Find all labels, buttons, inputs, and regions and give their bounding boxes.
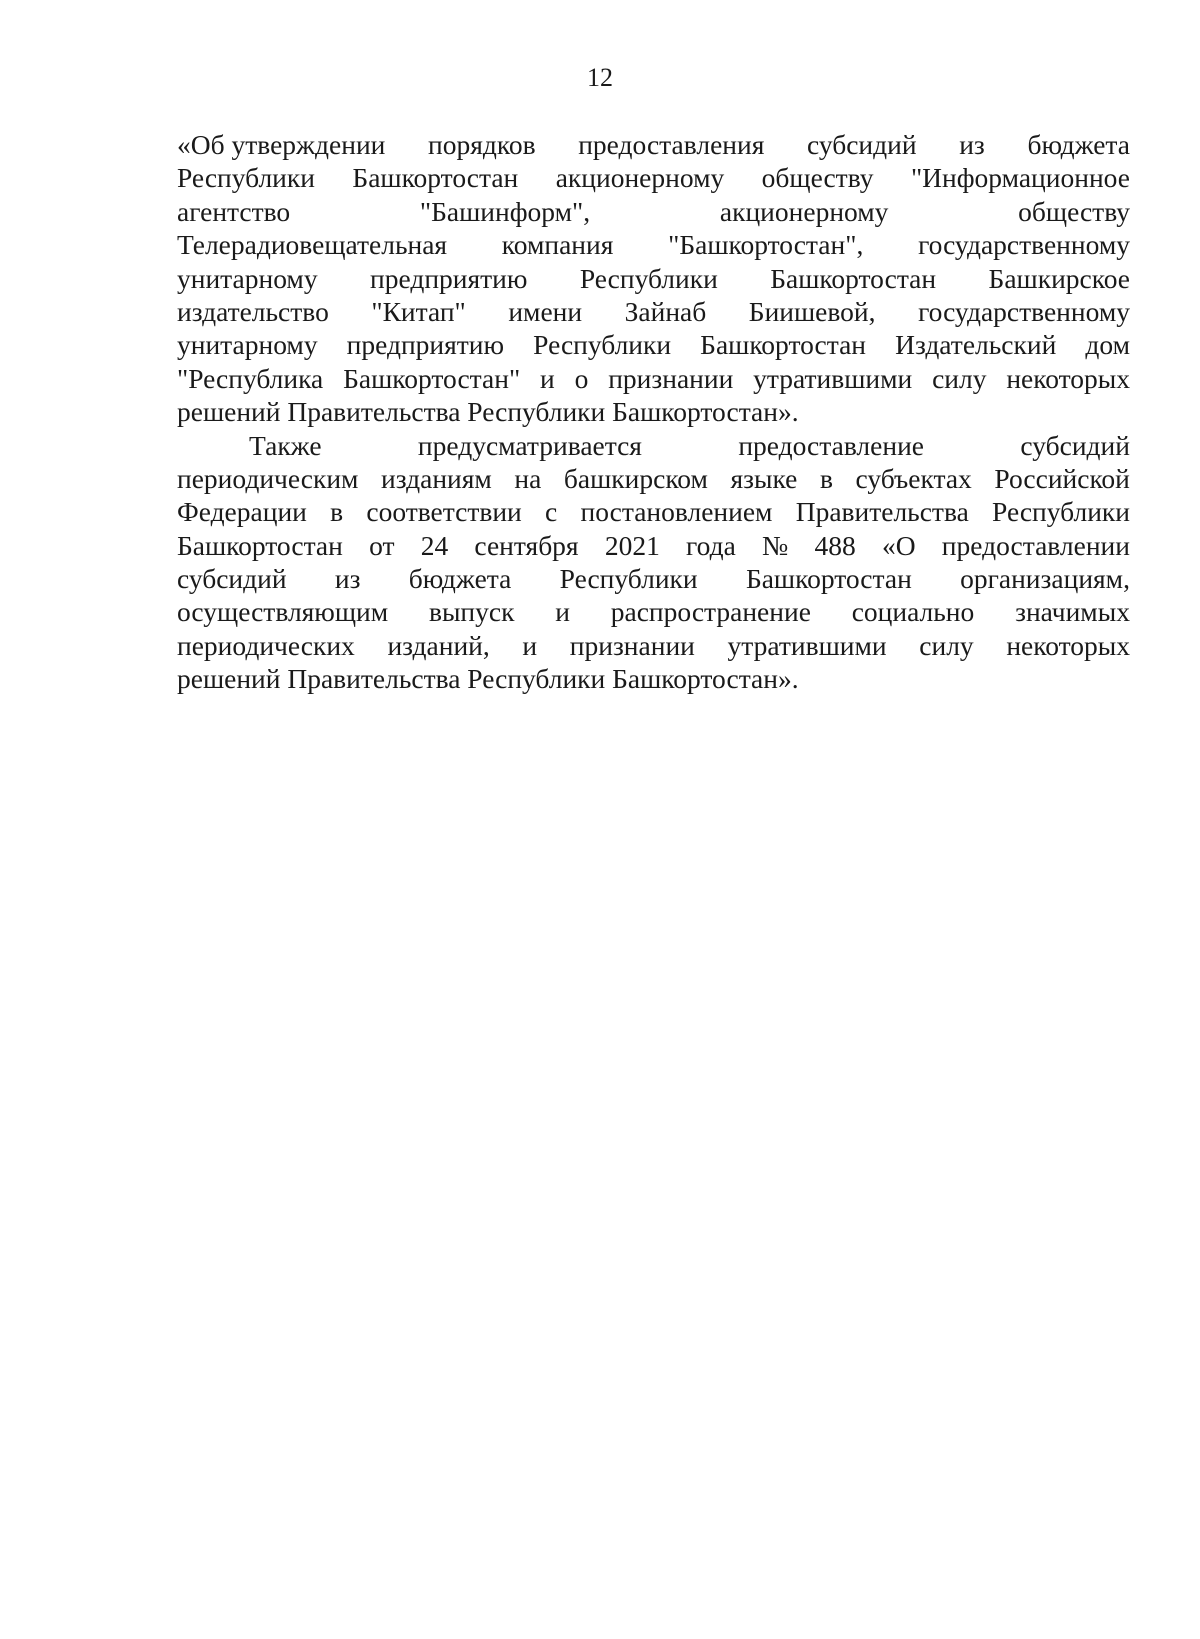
- word: Биишевой,: [748, 295, 876, 327]
- word: унитарному: [177, 262, 318, 294]
- word: субсидий: [1020, 429, 1130, 461]
- word: некоторых: [1006, 362, 1130, 394]
- word: Издательский: [895, 329, 1057, 361]
- word: субсидий: [177, 563, 287, 595]
- word: предоставлении: [941, 529, 1130, 561]
- text-line: [177, 362, 1130, 395]
- text-line: [177, 161, 1130, 194]
- word: периодическим: [177, 462, 359, 494]
- word: признании: [569, 629, 695, 661]
- text-line: [177, 462, 1130, 495]
- word: имени: [508, 295, 583, 327]
- word: Республики: [992, 496, 1130, 528]
- word: «Об утверждении: [177, 129, 386, 160]
- word: 2021: [604, 529, 660, 561]
- word: государственному: [918, 229, 1130, 261]
- text-line: [177, 128, 1130, 161]
- text-line: решений Правительства Республики Башкортостан».: [177, 396, 799, 428]
- word: и: [555, 596, 570, 628]
- word: признании: [608, 362, 734, 394]
- text-line: [177, 562, 1130, 595]
- word: "Китап": [371, 295, 466, 327]
- word: Зайнаб: [624, 295, 707, 327]
- word: о: [574, 362, 589, 394]
- word: постановлением: [580, 496, 773, 528]
- word: Башкортостан: [770, 262, 937, 294]
- word: бюджета: [1027, 129, 1130, 160]
- word: языке: [730, 462, 798, 494]
- word: обществу: [761, 162, 874, 194]
- word: предоставление: [738, 429, 925, 461]
- word: обществу: [1018, 195, 1130, 227]
- word: Республики: [177, 162, 315, 194]
- word: осуществляющим: [177, 596, 389, 628]
- word: государственному: [918, 295, 1130, 327]
- word: издательство: [177, 295, 329, 327]
- word: 24: [420, 529, 449, 561]
- word: «О: [881, 529, 916, 561]
- text-line: [177, 262, 1130, 295]
- word: и: [522, 629, 538, 661]
- word: предприятию: [370, 262, 528, 294]
- text-line: [177, 328, 1130, 361]
- word: агентство: [177, 195, 291, 227]
- word: из: [959, 129, 985, 160]
- text-line: [177, 495, 1130, 528]
- word: предоставления: [578, 129, 765, 160]
- word: Башкортостан": [343, 362, 521, 394]
- page-number: 12: [587, 63, 613, 92]
- word: распространение: [610, 596, 811, 628]
- word: года: [686, 529, 736, 561]
- word: Также: [249, 429, 322, 461]
- word: некоторых: [1006, 629, 1130, 661]
- text-line: [177, 595, 1130, 628]
- word: изданиям: [381, 462, 492, 494]
- word: Республики: [559, 563, 698, 595]
- word: в: [819, 462, 833, 494]
- word: силу: [932, 362, 987, 394]
- word: на: [514, 462, 542, 494]
- word: субсидий: [807, 129, 917, 160]
- word: из: [334, 563, 361, 595]
- text-line: [177, 228, 1130, 261]
- word: выпуск: [428, 596, 515, 628]
- text-line: решений Правительства Республики Башкортостан».: [177, 663, 799, 695]
- word: "Башинформ",: [419, 195, 591, 227]
- paragraph-1: [177, 128, 1130, 429]
- word: от: [369, 529, 395, 561]
- word: акционерному: [719, 195, 889, 227]
- text-line: [177, 295, 1130, 328]
- word: предусматривается: [417, 429, 642, 461]
- word: в: [330, 496, 344, 528]
- word: Башкирское: [988, 262, 1130, 294]
- word: Федерации: [177, 496, 307, 528]
- word: Российской: [994, 462, 1130, 494]
- word: 488: [814, 529, 856, 561]
- word: Республики: [533, 329, 672, 361]
- word: Правительства: [795, 496, 969, 528]
- word: Башкортостан: [177, 529, 343, 561]
- word: №: [762, 529, 789, 561]
- text-line: [177, 195, 1130, 228]
- word: организациям,: [960, 563, 1130, 595]
- word: Республики: [579, 262, 718, 294]
- word: утратившими: [727, 629, 887, 661]
- word: силу: [919, 629, 974, 661]
- word: Телерадиовещательная: [177, 229, 448, 261]
- word: "Информационное: [910, 162, 1130, 194]
- word: утратившими: [753, 362, 913, 394]
- word: унитарному: [177, 329, 318, 361]
- word: сентября: [474, 529, 579, 561]
- word: бюджета: [408, 563, 512, 595]
- word: субъектах: [855, 462, 972, 494]
- word: значимых: [1015, 596, 1130, 628]
- text-line: [177, 529, 1130, 562]
- word: предприятию: [346, 329, 505, 361]
- word: башкирском: [563, 462, 708, 494]
- text-line: [177, 429, 1130, 462]
- word: компания: [501, 229, 614, 261]
- word: Башкортостан: [352, 162, 519, 194]
- word: периодических: [177, 629, 355, 661]
- word: с: [545, 496, 558, 528]
- document-body: [177, 128, 1130, 696]
- word: дом: [1085, 329, 1130, 361]
- word: Башкортостан: [700, 329, 867, 361]
- paragraph-2: [177, 429, 1130, 696]
- word: акционерному: [555, 162, 725, 194]
- word: соответствии: [366, 496, 522, 528]
- word: порядков: [428, 129, 536, 160]
- word: изданий,: [387, 629, 490, 661]
- word: и: [540, 362, 555, 394]
- text-line: [177, 629, 1130, 662]
- word: "Башкортостан",: [668, 229, 864, 261]
- word: социально: [851, 596, 975, 628]
- word: "Республика: [177, 362, 324, 394]
- word: Башкортостан: [745, 563, 912, 595]
